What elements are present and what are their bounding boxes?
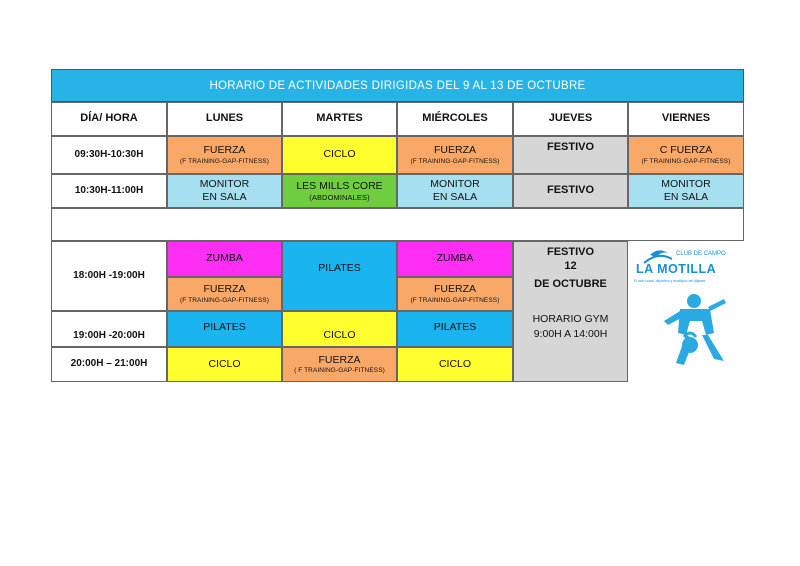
class-title: FUERZA [203, 144, 246, 157]
class-tuesday-1030 [282, 174, 397, 208]
class-subtitle: (F TRAINING-GAP-FITNESS) [641, 157, 731, 165]
holiday-thursday-1030: FESTIVO [513, 174, 628, 208]
header-monday: LUNES [167, 102, 282, 136]
class-title: FUERZA [434, 144, 476, 157]
class-title: C FUERZA [659, 144, 713, 157]
logo-top-text: CLUB DE CAMPO [676, 251, 726, 257]
logo-name-text: LA MOTILLA [636, 262, 717, 276]
class-tuesday-0930 [282, 136, 397, 174]
club-logo-area [628, 241, 744, 382]
class-line: EN SALA [663, 191, 709, 203]
class-title: LES MILLS CORE [296, 179, 383, 192]
class-line: MONITOR [430, 177, 480, 190]
club-logo [628, 241, 744, 382]
holiday-thursday-0930: FESTIVO [513, 136, 628, 174]
class-wednesday-2000: CICLO [397, 347, 513, 382]
holiday-month: DE OCTUBRE [534, 277, 607, 290]
class-line: MONITOR [199, 177, 250, 190]
class-line: MONITOR [661, 177, 711, 190]
gym-hours-value: 9:00H A 14:00H [533, 328, 608, 341]
class-subtitle: (F TRAINING-GAP-FITNESS) [410, 157, 500, 165]
class-wednesday-1030 [397, 174, 513, 208]
schedule-table [51, 69, 744, 382]
class-title: FUERZA [434, 283, 476, 296]
holiday-day: 12 [564, 259, 577, 272]
header-time: DÍA/ HORA [51, 102, 167, 136]
class-friday-1030 [628, 174, 744, 208]
class-monday-0930 [167, 136, 282, 174]
midday-break-row [51, 208, 744, 241]
kettlebell-athlete-icon [664, 294, 726, 365]
class-tuesday-1800: PILATES [282, 241, 397, 311]
class-monday-1800-b [167, 277, 282, 311]
class-monday-1030 [167, 174, 282, 208]
class-friday-0930 [628, 136, 744, 174]
class-subtitle: (ABDOMINALES) [309, 192, 370, 202]
class-title: CICLO [323, 148, 356, 161]
time-slot-0930: 09:30H-10:30H [51, 136, 167, 174]
class-tuesday-2000 [282, 347, 397, 382]
class-title: FUERZA [203, 283, 246, 296]
time-slot-1800: 18:00H -19:00H [51, 241, 167, 311]
header-friday: VIERNES [628, 102, 744, 136]
class-monday-1800-a: ZUMBA [167, 241, 282, 277]
holiday-thursday-afternoon [513, 241, 628, 382]
class-line: EN SALA [202, 191, 247, 203]
class-monday-1900: PILATES [167, 311, 282, 347]
header-tuesday: MARTES [282, 102, 397, 136]
header-wednesday: MIÉRCOLES [397, 102, 513, 136]
time-slot-1030: 10:30H-11:00H [51, 174, 167, 208]
schedule-title: HORARIO DE ACTIVIDADES DIRIGIDAS DEL 9 AL 13 DE OCTUBRE [51, 69, 744, 102]
class-wednesday-1800-b [397, 277, 513, 311]
class-subtitle: (F TRAINING-GAP-FITNESS) [410, 296, 500, 304]
class-tuesday-1900: CICLO [282, 311, 397, 347]
class-subtitle: (F TRAINING-GAP-FITNESS) [180, 157, 269, 165]
holiday-label: FESTIVO [546, 246, 595, 258]
class-title: FUERZA [318, 353, 361, 366]
logo-tagline-text: El club social, deportivo y ecológico del Aljarafe [634, 279, 706, 283]
class-subtitle: ( F TRAINING-GAP-FITNESS) [294, 367, 385, 374]
gym-hours-label: HORARIO GYM [532, 313, 609, 326]
class-subtitle: (F TRAINING-GAP-FITNESS) [180, 296, 269, 304]
class-monday-2000: CICLO [167, 347, 282, 382]
class-line: EN SALA [432, 191, 478, 203]
class-wednesday-0930 [397, 136, 513, 174]
time-slot-1900: 19:00H -20:00H [51, 311, 167, 347]
class-wednesday-1800-a: ZUMBA [397, 241, 513, 277]
header-thursday: JUEVES [513, 102, 628, 136]
time-slot-2000: 20:00H – 21:00H [51, 347, 167, 382]
class-wednesday-1900: PILATES [397, 311, 513, 347]
